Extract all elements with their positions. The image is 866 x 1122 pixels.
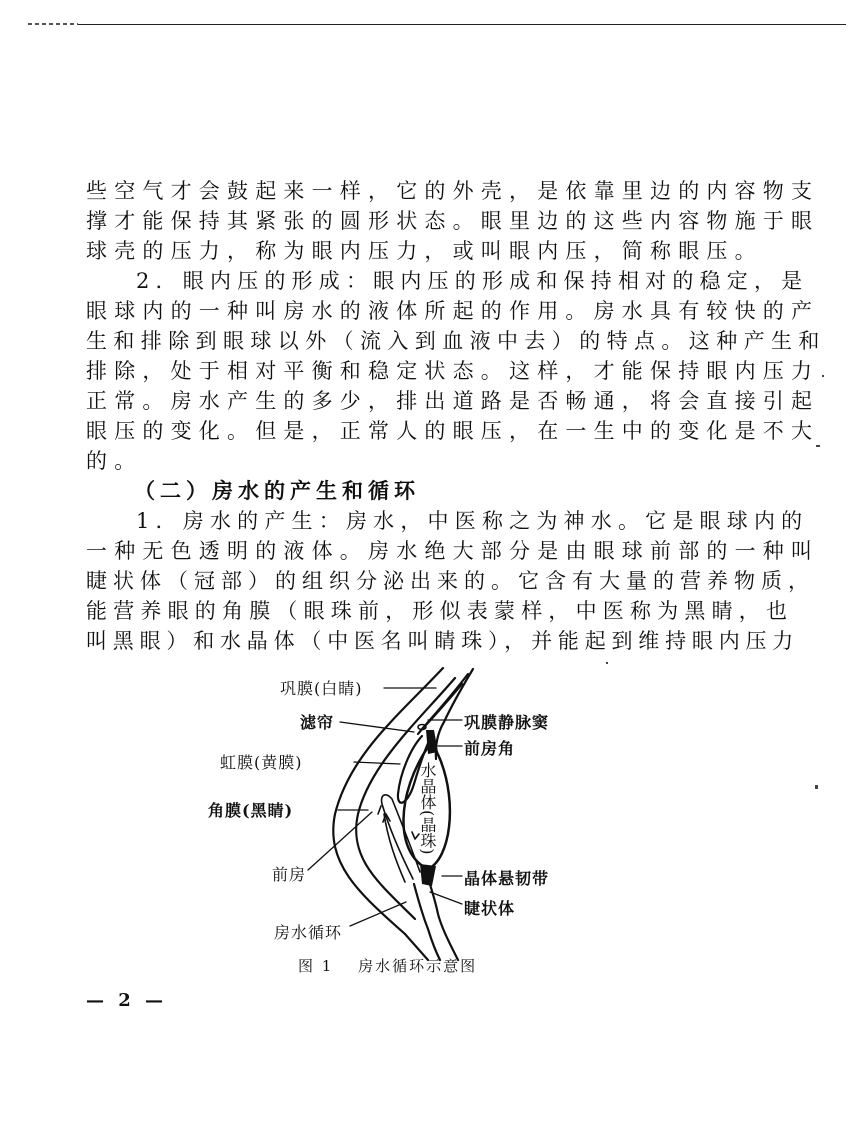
scan-speck (815, 785, 818, 789)
scan-speck (606, 662, 608, 664)
text-line: 球壳的压力，称为眼内压力，或叫眼内压，简称眼压。 (86, 239, 763, 263)
text-line: 能营养眼的角膜（眼珠前，形似表蒙样，中医称为黑睛，也 (86, 599, 794, 623)
figure-number: 图 1 (298, 957, 334, 975)
text-line: 眼球内的一种叫房水的液体所起的作用。房水具有较快的产 (86, 299, 820, 323)
page-body (86, 176, 826, 656)
label-sclera: 巩膜(白睛) (280, 679, 363, 698)
label-ciliary-body: 睫状体 (464, 899, 516, 918)
figure-caption (298, 955, 495, 976)
figure-title: 房水循环示意图 (358, 957, 478, 975)
label-trabecular-meshwork: 滤帘 (300, 713, 335, 732)
text-line: 正常。房水产生的多少，排出道路是否畅通，将会直接引起 (86, 389, 820, 413)
text-line: 排除，处于相对平衡和稳定状态。这样，才能保持眼内压力 (86, 359, 820, 383)
text-line: 一种无色透明的液体。房水绝大部分是由眼球前部的一种叫 (86, 539, 820, 563)
top-rule (28, 24, 846, 25)
text-line: 眼压的变化。但是，正常人的眼压，在一生中的变化是不大 (86, 419, 820, 443)
label-iris: 虹膜(黄膜) (220, 753, 303, 772)
page-number: — 2 — (86, 990, 168, 1011)
label-anterior-chamber: 前房 (272, 865, 307, 884)
top-rule-dash (28, 23, 78, 25)
text-line: 撑才能保持其紧张的圆形状态。眼里边的这些内容物施于眼 (86, 209, 820, 233)
label-chamber-angle: 前房角 (464, 739, 516, 758)
aqueous-circulation-diagram (200, 664, 600, 964)
label-lens: 水晶体(晶珠) (418, 762, 437, 855)
text-line: 些空气才会鼓起来一样，它的外壳，是依靠里边的内容物支 (86, 179, 820, 203)
text-line: 的。 (86, 449, 143, 473)
scan-speck (822, 375, 824, 377)
label-cornea: 角膜(黑睛) (208, 801, 294, 820)
label-aqueous-circulation: 房水循环 (274, 923, 343, 942)
scan-speck (816, 445, 820, 447)
section-heading: （二）房水的产生和循环 (134, 479, 420, 503)
label-zonule: 晶体悬韧带 (464, 869, 550, 888)
text-line: 睫状体（冠部）的组织分泌出来的。它含有大量的营养物质， (86, 569, 815, 593)
label-schlemm-canal: 巩膜静脉窦 (464, 713, 550, 732)
text-line: 叫黑眼）和水晶体（中医名叫睛珠），并能起到维持眼内压力 (86, 629, 800, 653)
text-line: 生和排除到眼球以外（流入到血液中去）的特点。这种产生和 (86, 329, 826, 353)
text-line: 2．眼内压的形成：眼内压的形成和保持相对的稳定，是 (136, 269, 809, 293)
text-line: 1．房水的产生：房水，中医称之为神水。它是眼球内的 (136, 509, 809, 533)
